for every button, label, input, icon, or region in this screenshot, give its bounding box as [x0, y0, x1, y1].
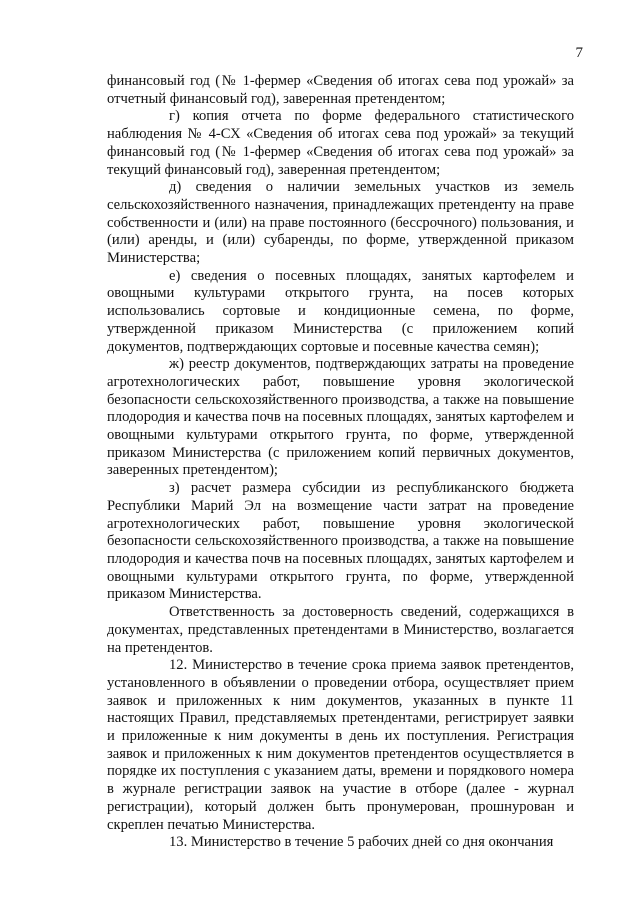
paragraph-responsibility: Ответственность за достоверность сведений, содержащихся в документах, представленных претендентами в Министерство, возлагается на претендентов.: [107, 604, 574, 656]
paragraph-item-z: з) расчет размера субсидии из республиканского бюджета Республики Марий Эл на возмещение части затрат на проведение агротехнологических работ, повышение уровня экологической безопасности сельскохозяйственного производства, а также на повышение плодородия и качества почв на посевных площадях, занятых картофелем и овощными культурами открытого грунта, по форме, утвержденной приказом Министерства.: [107, 480, 574, 603]
document-body: [107, 73, 574, 852]
paragraph-clause-12: 12. Министерство в течение срока приема заявок претендентов, установленного в объявлении о проведении отбора, осуществляет прием заявок и приложенных к ним документов, указанных в пункте 11 настоящих Правил, представляемых претендентами, регистрирует заявки и приложенные к ним документы в день их поступления. Регистрация заявок и приложенных к ним документов претендентов осуществляется в порядке их поступления с указанием даты, времени и порядкового номера в журнале регистрации заявок на участие в отборе (далее - журнал регистрации), который должен быть пронумерован, прошнурован и скреплен печатью Министерства.: [107, 657, 574, 833]
paragraph-item-d: д) сведения о наличии земельных участков из земель сельскохозяйственного назначения, принадлежащих претенденту на праве собственности и (или) на праве постоянного (бессрочного) пользования, и (или) аренды, и (или) субаренды, по форме, утвержденной приказом Министерства;: [107, 179, 574, 267]
paragraph-continuation: финансовый год (№ 1-фермер «Сведения об итогах сева под урожай» за отчетный финансовый год), заверенная претендентом;: [107, 73, 574, 107]
paragraph-item-g: г) копия отчета по форме федерального статистического наблюдения № 4-СХ «Сведения об итогах сева под урожай» за текущий финансовый год (№ 1-фермер «Сведения об итогах сева под урожай» за текущий финансовый год), заверенная претендентом;: [107, 108, 574, 178]
page-number: 7: [575, 45, 583, 61]
paragraph-item-e: е) сведения о посевных площадях, занятых картофелем и овощными культурами открытого грунта, на посев которых использовались сортовые и кондиционные семена, по форме, утвержденной приказом Министерства (с приложением копий документов, подтверждающих сортовые и посевные качества семян);: [107, 267, 574, 355]
paragraph-clause-13: 13. Министерство в течение 5 рабочих дней со дня окончания: [169, 834, 554, 851]
paragraph-item-zh: ж) реестр документов, подтверждающих затраты на проведение агротехнологических работ, повышение уровня экологической безопасности сельскохозяйственного производства, а также на повышение плодородия и качества почв на посевных площадях, занятых картофелем и овощными культурами открытого грунта, по форме, утвержденной приказом Министерства (с приложением копий первичных документов, заверенных претендентом);: [107, 356, 574, 479]
